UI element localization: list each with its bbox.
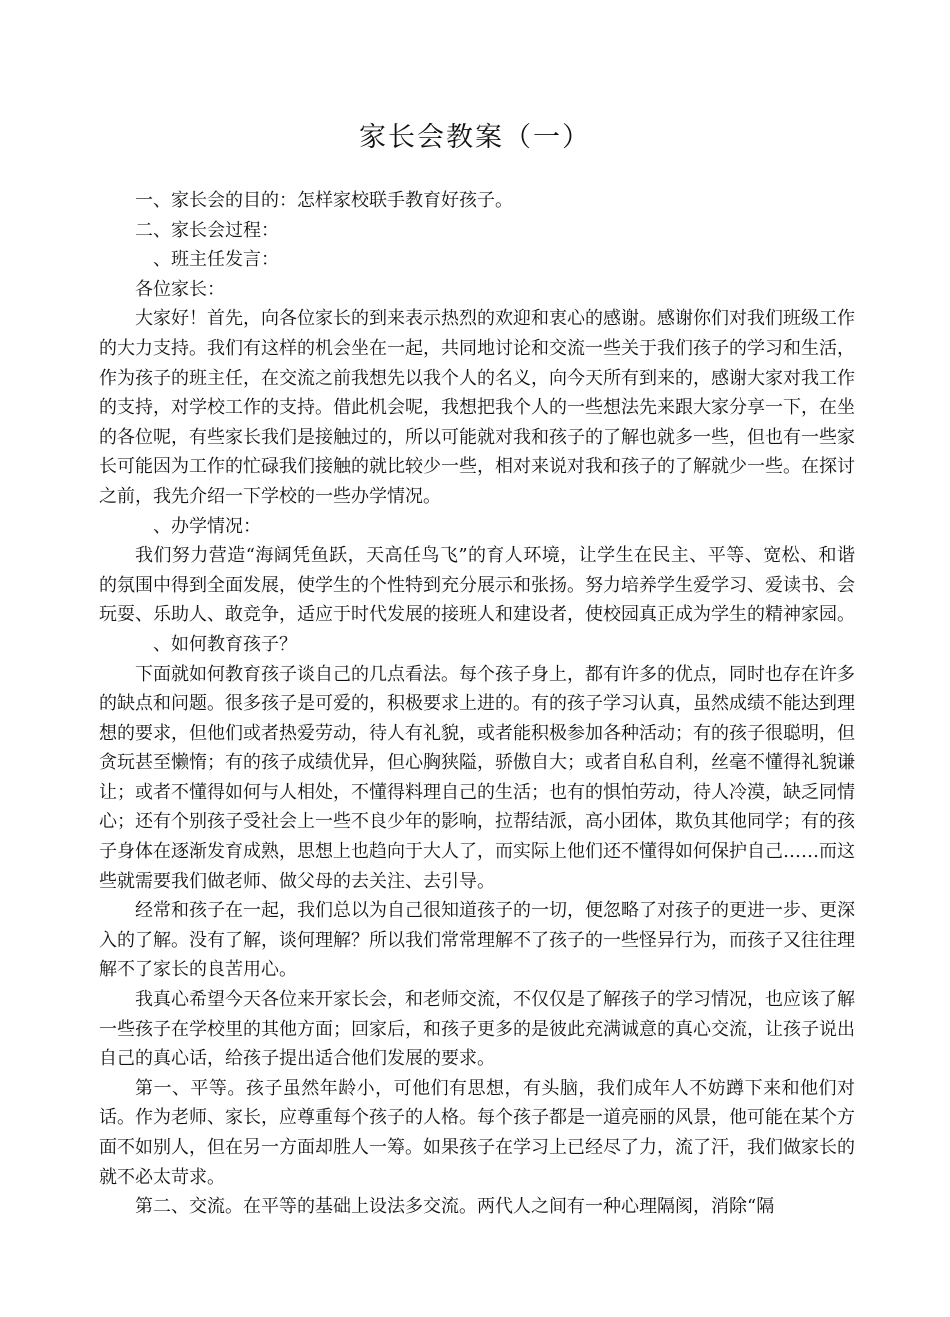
paragraph-salutation: 各位家长： xyxy=(135,278,225,300)
document-title: 家长会教案（一） xyxy=(359,122,591,153)
paragraph-process: 二、家长会过程： xyxy=(135,219,279,241)
paragraph-education-views: 下面就如何教育孩子谈自己的几点看法。每个孩子身上，都有许多的优点，同时也存在许多的缺点和问题。很多孩子是可爱的，积极要求上进的。有的孩子学习认真，虽然成绩不能达到理想的要求，但他们或者热爱劳动，待人有礼貌，或者能积极参加各种活动；有的孩子很聪明，但贪玩甚至懒惰；有的孩子成绩优异，但心胸狭隘，骄傲自大；或者自私自利，丝毫不懂得礼貌谦让；或者不懂得如何与人相处，不懂得料理自己的生活；也有的惧怕劳动，待人冷漠，缺乏同情心；还有个别孩子受社会上一些不良少年的影响，拉帮结派，高小团体，欺负其他同学；有的孩子身体在逐渐发育成熟，思想上也趋向于大人了，而实际上他们还不懂得如何保护自己……而这些就需要我们做老师、做父母的去关注、去引导。 xyxy=(99,663,855,892)
paragraph-welcome: 大家好！首先，向各位家长的到来表示热烈的欢迎和衷心的感谢。感谢你们对我们班级工作的大力支持。我们有这样的机会坐在一起，共同地讨论和交流一些关于我们孩子的学习和生活，作为孩子的班主任，在交流之前我想先以我个人的名义，向今天所有到来的，感谢大家对我工作的支持，对学校工作的支持。借此机会呢，我想把我个人的一些想法先来跟大家分享一下，在坐的各位呢，有些家长我们是接触过的，所以可能就对我和孩子的了解也就多一些，但也有一些家长可能因为工作的忙碌我们接触的就比较少一些，相对来说对我和孩子的了解就少一些。在探讨之前，我先介绍一下学校的一些办学情况。 xyxy=(99,308,855,507)
paragraph-understanding: 经常和孩子在一起，我们总以为自己很知道孩子的一切，便忽略了对孩子的更进一步、更深入的了解。没有了解，谈何理解？所以我们常常理解不了孩子的一些怪异行为，而孩子又往往理解不了家长的良苦用心。 xyxy=(99,900,855,981)
paragraph-equality: 第一、平等。孩子虽然年龄小，可他们有思想，有头脑，我们成年人不妨蹲下来和他们对话。作为老师、家长，应尊重每个孩子的人格。每个孩子都是一道亮丽的风景，他可能在某个方面不如别人，但在另一方面却胜人一筹。如果孩子在学习上已经尽了力，流了汗，我们做家长的就不必太苛求。 xyxy=(99,1077,855,1188)
paragraph-hope: 我真心希望今天各位来开家长会，和老师交流，不仅仅是了解孩子的学习情况，也应该了解一些孩子在学校里的其他方面；回家后，和孩子更多的是彼此充满诚意的真心交流，让孩子说出自己的真心话，给孩子提出适合他们发展的要求。 xyxy=(99,989,855,1070)
paragraph-school-situation-heading: 、办学情况： xyxy=(153,515,261,537)
paragraph-teacher-speech: 、班主任发言： xyxy=(153,249,279,271)
document-body xyxy=(99,186,855,1222)
paragraph-education-heading: 、如何教育孩子？ xyxy=(153,633,297,655)
paragraph-communication: 第二、交流。在平等的基础上设法多交流。两代人之间有一种心理隔阂，消除“隔 xyxy=(135,1196,775,1218)
paragraph-purpose: 一、家长会的目的：怎样家校联手教育好孩子。 xyxy=(135,190,513,211)
paragraph-school-situation: 我们努力营造“海阔凭鱼跃，天高任鸟飞”的育人环境，让学生在民主、平等、宽松、和谐的氛围中得到全面发展，使学生的个性特到充分展示和张扬。努力培养学生爱学习、爱读书、会玩耍、乐助人、敢竞争，适应于时代发展的接班人和建设者，使校园真正成为学生的精神家园。 xyxy=(99,545,855,626)
